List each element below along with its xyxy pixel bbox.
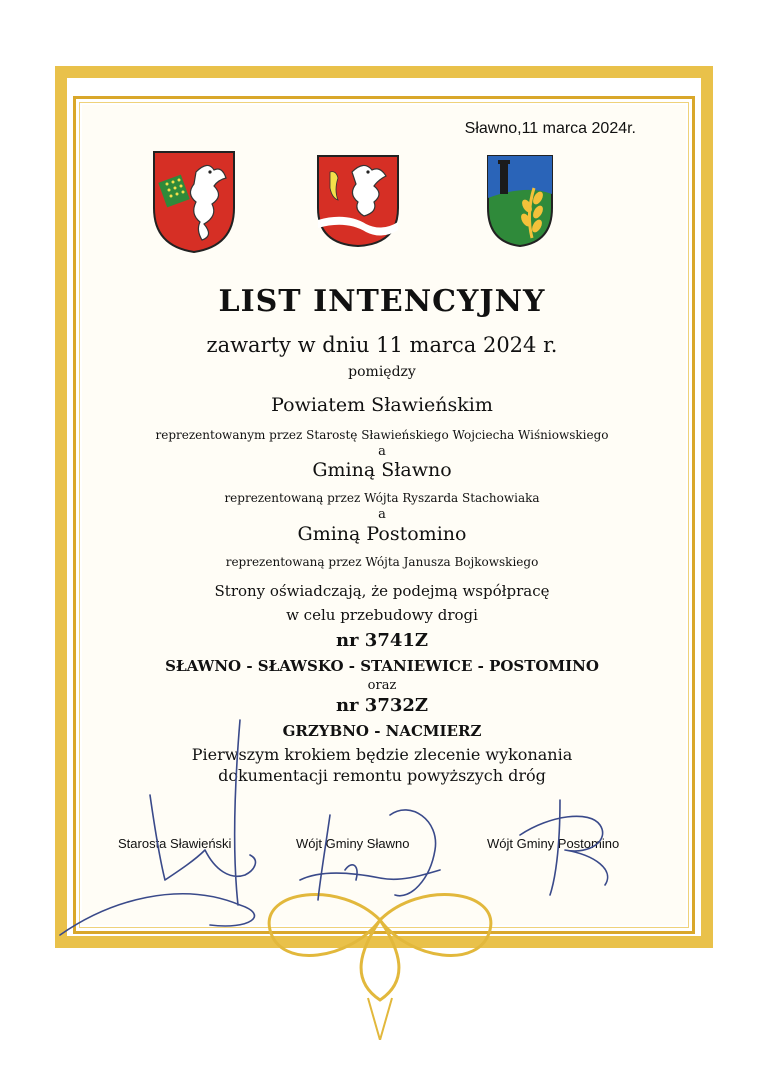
signatory-wojt-slawno: Wójt Gminy Sławno (296, 836, 410, 851)
connector-word: oraz (367, 678, 397, 693)
statement-line-1: Strony oświadczają, że podejmą współpracę (214, 582, 550, 600)
powiat-slawienski-crest (152, 150, 236, 254)
conjunction-2: a (378, 507, 386, 522)
party-1-name: Powiatem Sławieńskim (271, 394, 493, 416)
party-3-name: Gminą Postomino (297, 523, 467, 545)
road-2-number: nr 3732Z (335, 695, 429, 716)
gmina-slawno-crest (316, 154, 400, 248)
gmina-postomino-crest (486, 154, 554, 248)
road-2-route: GRZYBNO - NACMIERZ (282, 722, 482, 740)
road-1-route: SŁAWNO - SŁAWSKO - STANIEWICE - POSTOMINO (165, 657, 599, 675)
party-1-representative: reprezentowanym przez Starostę Sławieńskiego Wojciecha Wiśniowskiego (155, 428, 609, 442)
between-word: pomiędzy (348, 364, 416, 380)
road-1-number: nr 3741Z (335, 630, 429, 651)
signatory-wojt-postomino: Wójt Gminy Postomino (487, 836, 620, 851)
document-subtitle: zawarty w dniu 11 marca 2024 r. (206, 333, 558, 357)
party-2-representative: reprezentowaną przez Wójta Ryszarda Stachowiaka (224, 491, 540, 505)
closing-line-2: dokumentacji remontu powyższych dróg (218, 766, 546, 785)
gold-ornament (250, 880, 510, 1040)
party-2-name: Gminą Sławno (312, 459, 452, 481)
statement-line-2: w celu przebudowy drogi (286, 606, 478, 624)
document-title: LIST INTENCYJNY (218, 284, 546, 319)
conjunction-1: a (378, 444, 386, 459)
closing-line-1: Pierwszym krokiem będzie zlecenie wykonania (191, 745, 573, 764)
signatory-starosta: Starosta Sławieński (118, 836, 232, 851)
document-date: Sławno,11 marca 2024r. (464, 120, 636, 137)
party-3-representative: reprezentowaną przez Wójta Janusza Bojkowskiego (225, 555, 539, 569)
